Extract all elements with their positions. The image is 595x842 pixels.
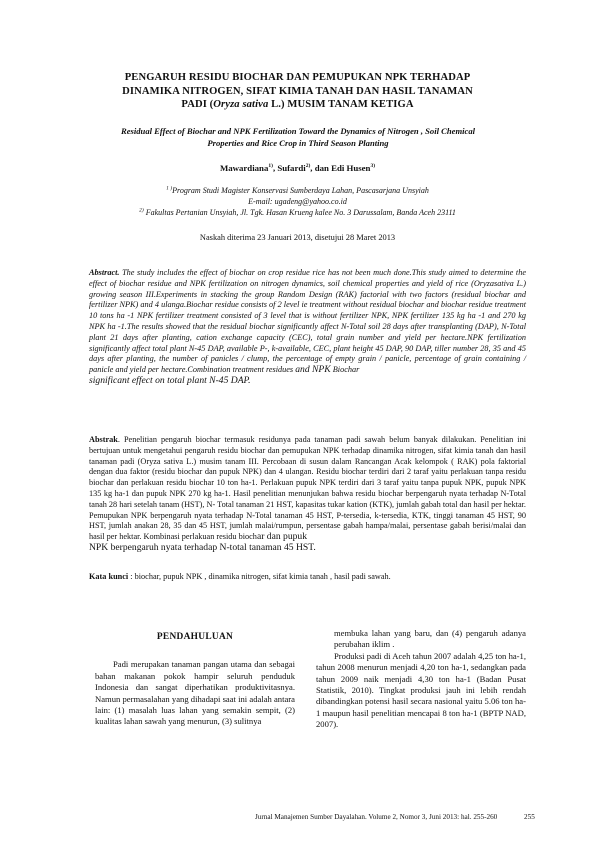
keywords	[89, 572, 526, 581]
intro-list-continuation: membuka lahan yang baru, dan (4) pengaruh adanya perubahan iklim .	[334, 628, 526, 650]
abstract-en-body: The study includes the effect of biochar on crop residue rice has not been much done.This study aimed to determine the effect of biochar residue and NPK fertilization on nitrogen dynamics, soil chemical properties and yield of rice (Oryzasativa L.) growing season III.Experiments in stacking the group Random Design (RAK) factorial with two factors (residual biochar and fertilizer NPK) and 4 ulanga.Biochar residue consists of 2 level ie treatment without residual biochar and biochar residue treatment 10 tons ha -1 NPK fertilizer treatment consisted of 3 level that is without fertilizer NPK, NPK fertilizer 135 kg ha -1 and 270 kg NPK ha -1.The results showed that the residual biochar significantly affect N-Total soil 28 days after transplanting (DAP), N-Total plant 21 days after planting, cation exchange capacity (CEC), total grain number and yield per hectare.NPK fertilization significantly affect total plant N-45 DAP, available P-, k-available, CEC, plant height 45 DAP, 90 DAP, tiller number 28, 35 and 45 days after planting, the number of panicles / clump, the percentage of empty grain / panicle, percentage of grain containing / panicle and yield per hectare.Combination treatment residues	[89, 268, 526, 375]
title-line-2: DINAMIKA NITROGEN, SIFAT KIMIA TANAH DAN HASIL TANAMAN	[122, 85, 473, 97]
author-2: , Sufardi	[272, 163, 306, 173]
title-line-3-a: PADI (	[181, 99, 214, 110]
abstract-en-tail-small: Biochar	[330, 365, 360, 375]
abstract-id-body: . Penelitian pengaruh biochar termasuk residunya pada tanaman padi sawah belum banyak dilakukan. Penelitian ini bertujuan untuk mengetahui pengaruh residu biochar dan pemupukan NPK terhadap dinamika nitrogen, sifat kimia tanah dan hasil tanaman padi (Oryza sativa L.) musim tanam III. Percobaan di susun dalam Rancangan Acak kelompok ( RAK) pola faktorial dengan dua faktor (residu biochar dan pupuk NPK) dan 4 ulangan. Residu biochar terdiri dari 2 taraf yaitu perlakuan tanpa residu biochar dan perlakuan residu biochar 10 ton ha-1. Perlakuan pupuk NPK terdiri dari 3 taraf yaitu tanpa pupuk NPK, pupuk NPK 135 kg ha-1 dan pupuk NPK 270 kg ha-1. Hasil penelitian menunjukan bahwa residu biochar berpengaruh nyata terhadap N-Total tanah 28 hari setelah tanam (HST), N- Total tanaman 21 HST, kapasitas tukar kation (KTK), jumlah gabah total dan hasil per hektar. Pemupukan NPK berpengaruh nyata terhadap N-Total tanaman 45 HST, P-tersedia, k-tersedia, KTK, tinggi tanaman 45 HST, 90 HST, jumlah anakan 28, 35 dan 45 HST, jumlah malai/rumpun, persentase gabah hampa/malai, persentase gabah berisi/malai dan hasil per hektar. Kombinasi perlakuan residu bioch	[89, 435, 526, 542]
author-3: , dan Edi Husen	[310, 163, 371, 173]
left-column	[95, 628, 295, 728]
author-email: E-mail: ugadeng@yahoo.co.id	[248, 197, 347, 206]
keywords-lead: Kata kunci	[89, 572, 129, 581]
abstract-en-last-line: significant effect on total plant N-45 DAP.	[89, 374, 251, 386]
intro-paragraph-2: Produksi padi di Aceh tahun 2007 adalah 4,25 ton ha-1, tahun 2008 menurun menjadi 4,20 ton ha-1, sedangkan pada tahun 2009 naik menjadi 4,30 ton ha-1 (Badan Pusat Statistik, 2010). Tingkat produksi jauh ini lebih rendah dibandingkan potensi hasil secara nasional yaitu 5.06 ton ha-1 maupun hasil penelitian mencapai 8 ton ha-1 (BPTP NAD, 2007).	[316, 650, 526, 730]
paper-title	[95, 71, 500, 112]
author-1-sup: 1)	[268, 163, 273, 170]
author-list	[95, 163, 500, 173]
affiliation-1	[95, 185, 500, 196]
journal-footer: Jurnal Manajemen Sumber Dayalahan. Volume 2, Nomor 3, Juni 2013: hal. 255-260	[255, 813, 498, 821]
keywords-body: : biochar, pupuk NPK , dinamika nitrogen, sifat kimia tanah , hasil padi sawah.	[128, 572, 391, 581]
title-line-1: PENGARUH RESIDU BIOCHAR DAN PEMUPUKAN NPK TERHADAP	[124, 72, 471, 83]
title-line-3	[95, 98, 500, 112]
abstract-id-tail-big: ar dan pupuk	[256, 531, 308, 543]
english-title: Residual Effect of Biochar and NPK Fertilization Toward the Dynamics of Nitrogen , Soil Chemical Properties and Rice Crop in Third Season Planting	[120, 126, 476, 148]
affiliation-2-sup: 2)	[139, 207, 144, 214]
right-column	[316, 628, 526, 731]
affiliation-1-text: Program Studi Magister Konservasi Sumberdaya Lahan, Pascasarjana Unsyiah	[172, 186, 429, 195]
abstract-en-lead: Abstract.	[89, 268, 120, 277]
section-heading-introduction: PENDAHULUAN	[156, 632, 234, 642]
affiliation-2	[95, 207, 500, 218]
affiliations	[95, 185, 500, 218]
page-number: 255	[524, 813, 535, 821]
abstract-indonesian	[89, 435, 526, 554]
abstract-en-tail-big: and NPK	[295, 364, 331, 376]
title-species: Oryza sativa	[213, 99, 269, 110]
intro-paragraph-1: Padi merupakan tanaman pangan utama dan sebagai bahan makanan pokok hampir seluruh penduduk Indonesia dan sangat diperhatikan produktivitasnya. Namun permasalahan yang dihadapi saat ini adalah antara lain: (1) masalah luas lahan yang semakin sempit, (2) kualitas lahan sawah yang menurun, (3) sulitnya	[95, 659, 295, 727]
author-3-sup: 3)	[370, 163, 376, 170]
abstract-id-last-line: NPK berpengaruh nyata terhadap N-total tanaman 45 HST.	[89, 541, 316, 553]
author-1: Mawardiana	[219, 163, 269, 173]
author-2-sup: 2)	[305, 163, 311, 170]
abstract-english	[89, 268, 526, 387]
received-date: Naskah diterima 23 Januari 2013, disetujui 28 Maret 2013	[199, 233, 396, 242]
abstract-id-lead: Abstrak	[89, 435, 118, 444]
title-line-3-b: L.) MUSIM TANAM KETIGA	[268, 99, 414, 110]
affiliation-1-sup: 1 )	[166, 185, 173, 192]
affiliation-2-text: Fakultas Pertanian Unsyiah, Jl. Tgk. Hasan Krueng kalee No. 3 Darussalam, Banda Aceh 23111	[143, 208, 456, 217]
